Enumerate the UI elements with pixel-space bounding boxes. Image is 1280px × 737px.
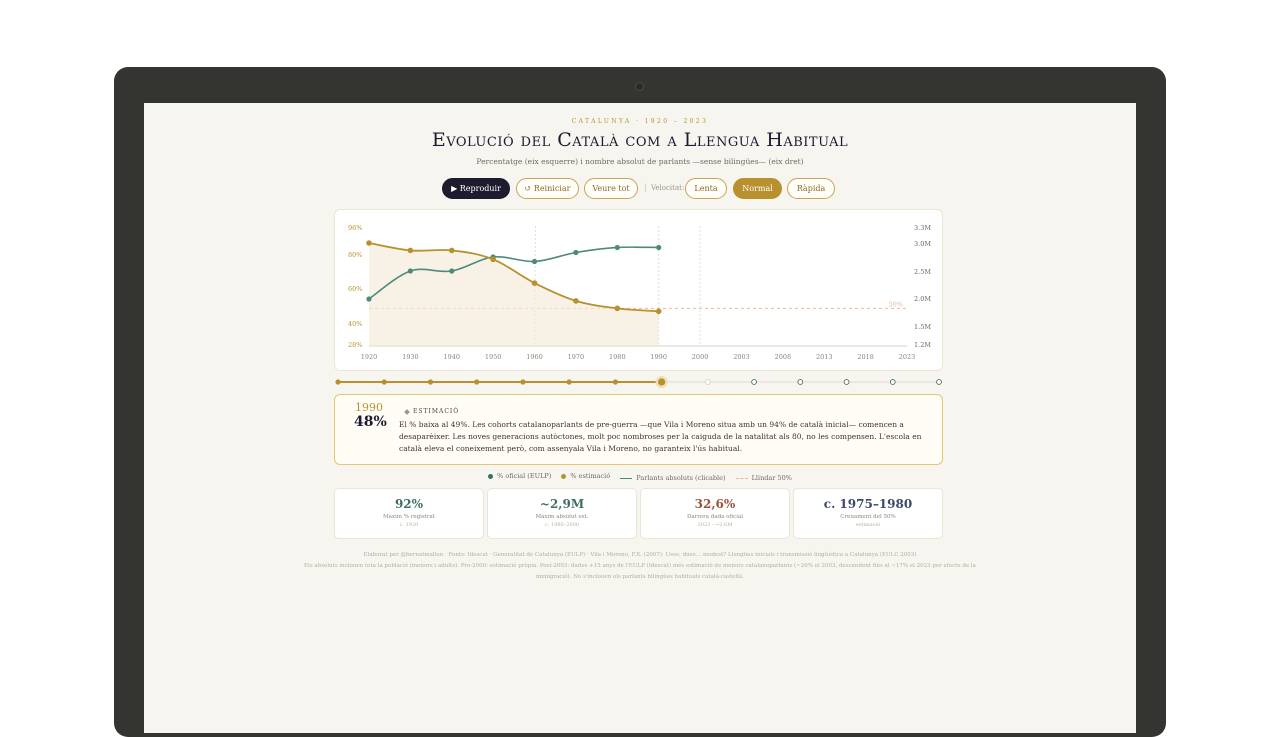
- stat-value: 92%: [394, 497, 424, 511]
- stat-sub: 2023 · ~2,6M: [697, 522, 733, 528]
- page-title: Evolució del Català com a Llengua Habitual: [431, 129, 849, 151]
- camera-icon: [635, 82, 644, 91]
- legend-item-llindar: [736, 474, 792, 482]
- timeline-dot[interactable]: [798, 380, 803, 385]
- timeline-dot[interactable]: [890, 380, 895, 385]
- stat-value: ~2,9M: [539, 497, 585, 511]
- x-tick-label: 2000: [691, 353, 709, 361]
- x-tick-label: 1980: [609, 353, 626, 361]
- info-card: [334, 394, 943, 465]
- info-tag-label: ESTIMACIÓ: [413, 408, 460, 415]
- y-right-tick-label: 3.0M: [914, 240, 931, 248]
- data-point-absoluts: [449, 268, 454, 273]
- footer-notes: Els absoluts inclouen tota la població (menors i adults). Pre-2000: estimació pròpia. Post-2003: dades +15 anys de l'EULP (Idescat) més estimació de menors catalanoparlants (~26% el 2003, descendent fins al ~17% el 2023 per efecte de la immigració). No s'inclouen els parlants bilingües habituals català-castellà.: [304, 563, 976, 580]
- speed-fast-button[interactable]: Ràpida: [787, 178, 835, 199]
- legend-dot-icon: [488, 474, 493, 479]
- legend: [144, 472, 1136, 482]
- timeline-dot[interactable]: [844, 380, 849, 385]
- data-point-absoluts: [615, 245, 620, 250]
- legend-item-oficial: [488, 472, 551, 480]
- timeline-dot[interactable]: [752, 380, 757, 385]
- stat-sub: c. 1920: [399, 522, 419, 528]
- x-tick-label: 1960: [526, 353, 543, 361]
- data-point-estimacio: [573, 298, 579, 304]
- playback-controls: [442, 178, 842, 200]
- data-point-estimacio: [656, 309, 662, 315]
- stat-sub: estimació: [855, 522, 881, 528]
- stat-card: [793, 488, 943, 539]
- stat-label: Màxim absolut est.: [535, 514, 589, 520]
- stat-sub: c. 1980–2000: [545, 522, 579, 528]
- legend-label: Parlants absoluts (clicable): [636, 474, 726, 482]
- y-right-tick-label: 1.2M: [914, 341, 931, 349]
- stat-label: Màxim % registrat: [382, 514, 436, 520]
- y-left-tick-label: 96%: [348, 224, 363, 232]
- y-left-tick-label: 80%: [348, 251, 363, 259]
- y-left-tick-label: 28%: [348, 341, 363, 349]
- speed-slow-button[interactable]: Lenta: [685, 178, 727, 199]
- info-year: 1990: [355, 401, 383, 414]
- info-percentage: 48%: [354, 414, 387, 430]
- timeline-dot[interactable]: [382, 379, 387, 384]
- stat-card: [640, 488, 790, 539]
- data-point-estimacio: [615, 306, 621, 312]
- data-point-estimacio: [449, 248, 455, 254]
- speed-normal-button[interactable]: Normal: [733, 178, 782, 199]
- timeline-dot[interactable]: [335, 379, 340, 384]
- timeline-dot[interactable]: [474, 379, 479, 384]
- data-point-absoluts: [408, 268, 413, 273]
- play-button[interactable]: ▶ Reproduir: [442, 178, 510, 199]
- x-tick-label: 2008: [774, 353, 792, 361]
- y-left-tick-label: 40%: [348, 320, 363, 328]
- legend-dot-icon: [561, 474, 566, 479]
- stats-row: [334, 488, 943, 540]
- data-point-estimacio: [408, 248, 414, 254]
- y-right-tick-label: 1.5M: [914, 323, 931, 331]
- x-tick-label: 2023: [898, 353, 916, 361]
- reset-button[interactable]: ↺ Reiniciar: [516, 178, 579, 199]
- x-tick-label: 2013: [815, 353, 833, 361]
- line-chart: [335, 210, 944, 372]
- timeline-dot[interactable]: [937, 380, 942, 385]
- stat-label: Creuament del 50%: [840, 514, 896, 520]
- data-point-absoluts: [573, 250, 578, 255]
- info-text: El % baixa al 49%. Les cohorts catalanoparlants de pre-guerra —que Vila i Moreno situa amb un 94% de català inicial— comencen a desaparèixer. Les noves generacions autòctones, molt poc nombroses per la caiguda de la natalitat als 80, no les compensen. L'escola en català eleva el coneixement però, com assenyala Vila i Moreno, no garanteix l'ús habitual.: [399, 420, 922, 453]
- kicker: CATALUNYA · 1920 – 2023: [571, 118, 709, 125]
- x-tick-label: 2018: [857, 353, 874, 361]
- legend-dash-icon: [736, 478, 748, 479]
- x-tick-label: 1930: [402, 353, 419, 361]
- separator: |: [644, 183, 647, 192]
- stat-label: Darrera dada oficial: [686, 514, 744, 520]
- view-all-button[interactable]: Veure tot: [584, 178, 638, 199]
- legend-label: % oficial (EULP): [497, 472, 552, 480]
- data-point-absoluts: [366, 296, 371, 301]
- screen: [144, 103, 1136, 733]
- y-right-tick-label: 2.5M: [914, 268, 931, 276]
- x-tick-label: 1990: [650, 353, 667, 361]
- timeline-dot[interactable]: [567, 379, 572, 384]
- data-point-estimacio: [366, 240, 372, 246]
- timeline-dot-current[interactable]: [658, 378, 665, 385]
- timeline-slider[interactable]: [334, 375, 943, 389]
- legend-line-icon: [620, 478, 632, 479]
- timeline-dot[interactable]: [705, 380, 710, 385]
- data-point-absoluts: [656, 245, 661, 250]
- legend-label: Llindar 50%: [751, 474, 792, 482]
- timeline-dot[interactable]: [613, 379, 618, 384]
- stat-card: [334, 488, 484, 539]
- legend-label: % estimació: [570, 472, 611, 480]
- footer-credits: Elaborat per @bernatmallen · Fonts: Idescat · Generalitat de Catalunya (EULP) · Vila i Moreno, F.X. (2007): Usos, dues… modest? Llengües inicials i transmissió lingüística a Catalunya (EULC 2003): [363, 552, 917, 558]
- info-tag: [405, 408, 459, 415]
- x-tick-label: 2003: [733, 353, 750, 361]
- y-right-tick-label: 3.3M: [914, 224, 931, 232]
- x-tick-label: 1920: [360, 353, 378, 361]
- data-point-estimacio: [490, 257, 496, 263]
- diamond-icon: [404, 409, 410, 415]
- chart-card: [334, 209, 943, 371]
- data-point-estimacio: [532, 280, 538, 286]
- legend-item-estimacio: [561, 472, 610, 480]
- x-tick-label: 1950: [484, 353, 502, 361]
- legend-item-absoluts[interactable]: [620, 474, 725, 482]
- threshold-label: 50%: [888, 300, 903, 309]
- timeline-dot[interactable]: [520, 379, 525, 384]
- speed-label: Velocitat:: [651, 184, 685, 192]
- stat-value: 32,6%: [694, 497, 736, 511]
- data-point-absoluts: [532, 259, 537, 264]
- x-tick-label: 1970: [567, 353, 585, 361]
- y-right-tick-label: 2.0M: [914, 295, 931, 303]
- x-tick-label: 1940: [443, 353, 461, 361]
- footer: [294, 550, 986, 583]
- stat-card: [487, 488, 637, 539]
- stat-value: c. 1975–1980: [823, 497, 913, 511]
- timeline-dot[interactable]: [428, 379, 433, 384]
- y-left-tick-label: 60%: [348, 285, 363, 293]
- page-subtitle: Percentatge (eix esquerre) i nombre absolut de parlants —sense bilingües— (eix dret): [476, 157, 804, 166]
